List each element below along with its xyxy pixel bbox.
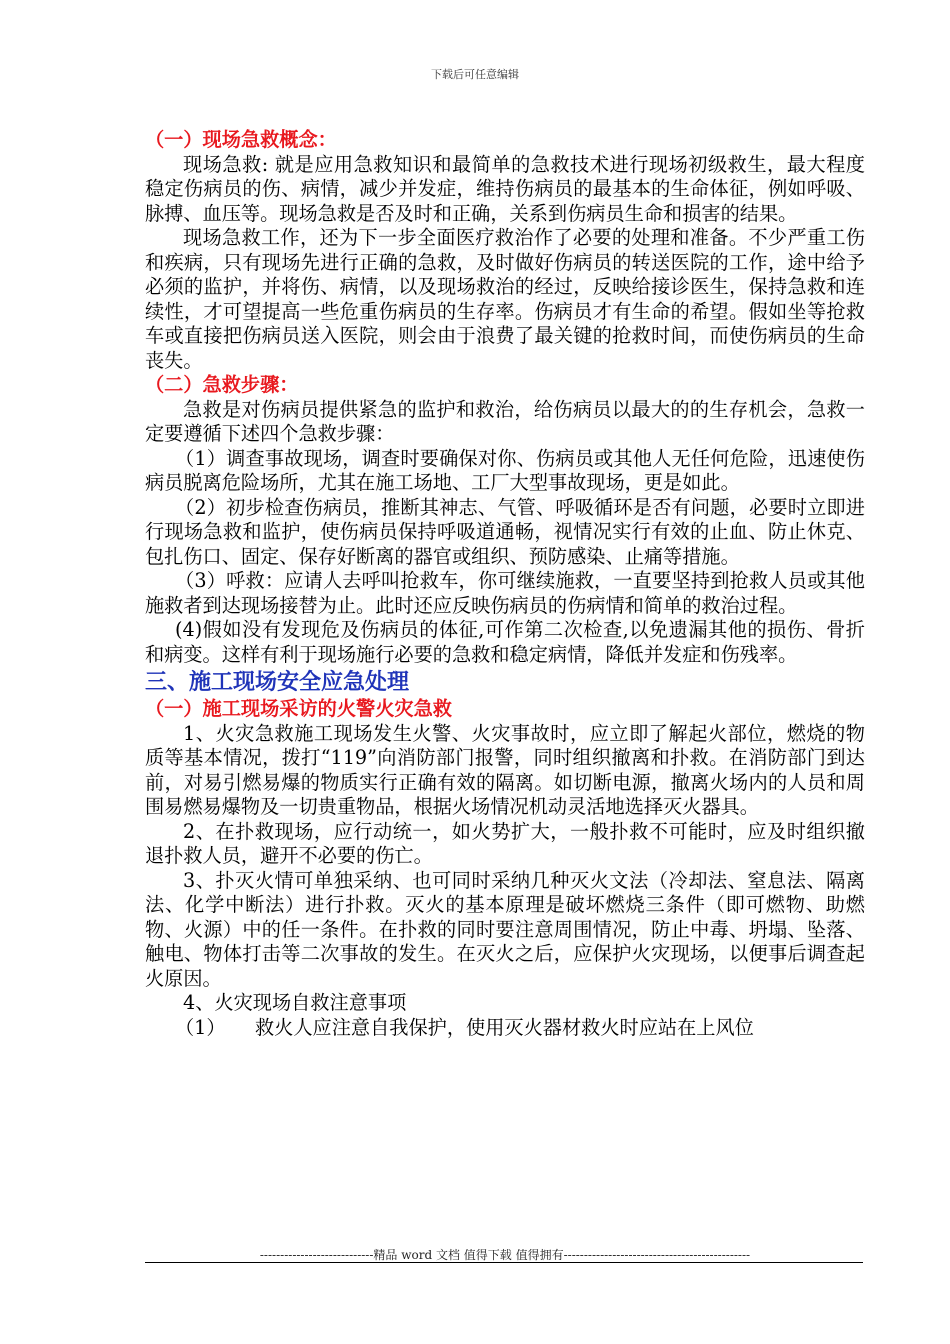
paragraph: 4、火灾现场自救注意事项: [183, 991, 407, 1014]
paragraph: 3、扑灭火情可单独采纳、也可同时采纳几种灭火文法（冷却法、窒息法、隔离法、化学中断法）进行扑救。灭火的基本原理是破坏燃烧三条件（即可燃物、助燃物、火源）中的任一条件。在扑救的同时要注意周围情况，防止中毒、坍塌、坠落、触电、物体打击等二次事故的发生。在灭火之后，应保护火灾现场，以便事后调查起火原因。: [145, 868, 865, 990]
footer-divider: [145, 1262, 863, 1263]
paragraph: 现场急救: 就是应用急救知识和最简单的急救技术进行现场初级救生，最大程度稳定伤病员的伤、病情，减少并发症，维持伤病员的最基本的生命体征，例如呼吸、脉搏、血压等。现场急救是否及时和正确，关系到伤病员生命和损害的结果。: [145, 152, 865, 225]
section-heading-concept: （一）现场急救概念：: [145, 128, 337, 151]
document-body: [145, 128, 865, 1040]
chapter-heading: 三、施工现场安全应急处理: [145, 669, 410, 695]
step-item: (4)假如没有发现危及伤病员的体征,可作第二次检查,以免遗漏其他的损伤、骨折和病变。这样有利于现场施行必要的急救和稳定病情，降低并发症和伤残率。: [145, 618, 865, 666]
step-item: （1）调查事故现场，调查时要确保对你、伤病员或其他人无任何危险，迅速使伤病员脱离危险场所，尤其在施工场地、工厂大型事故现场，更是如此。: [145, 446, 865, 494]
list-item-number: （1）: [175, 1015, 226, 1039]
paragraph: 现场急救工作，还为下一步全面医疗救治作了必要的处理和准备。不少严重工伤和疾病，只有现场先进行正确的急救，及时做好伤病员的转送医院的工作，途中给予必须的监护，并将伤、病情，以及现场救治的经过，反映给接诊医生，保持急救和连续性，才可望提高一些危重伤病员的生存率。伤病员才有生命的希望。假如坐等抢救车或直接把伤病员送入医院，则会由于浪费了最关键的抢救时间，而使伤病员的生命丧失。: [145, 226, 865, 372]
list-item: [145, 1016, 865, 1041]
step-item: （2）初步检查伤病员，推断其神志、气管、呼吸循环是否有问题，必要时立即进行现场急救和监护，使伤病员保持呼吸道通畅，视情况实行有效的止血、防止休克、包扎伤口、固定、保存好断离的器官或组织、预防感染、止痛等措施。: [145, 495, 865, 568]
paragraph: 2、在扑救现场，应行动统一，如火势扩大，一般扑救不可能时，应及时组织撤退扑救人员，避开不必要的伤亡。: [145, 819, 865, 867]
page-footer: ----------------------------精品 word 文档 值得下载 值得拥有----------------------------------------------: [259, 1248, 751, 1262]
section-heading-fire: （一）施工现场采访的火警火灾急救: [145, 697, 452, 720]
page-header: 下载后可任意编辑: [431, 68, 519, 81]
section-heading-steps: （二）急救步骤：: [145, 373, 299, 396]
paragraph: 急救是对伤病员提供紧急的监护和救治，给伤病员以最大的的生存机会，急救一定要遵循下述四个急救步骤：: [145, 397, 865, 445]
paragraph: 1、火灾急救施工现场发生火警、火灾事故时，应立即了解起火部位，燃烧的物质等基本情况，拨打“119”向消防部门报警，同时组织撤离和扑救。在消防部门到达前，对易引燃易爆的物质实行正确有效的隔离。如切断电源，撤离火场内的人员和周围易燃易爆物及一切贵重物品，根据火场情况机动灵活地选择灭火器具。: [145, 721, 865, 818]
list-item-text: 救火人应注意自我保护，使用灭火器材救火时应站在上风位: [255, 1015, 754, 1039]
step-item: （3）呼救：应请人去呼叫抢救车，你可继续施救，一直要坚持到抢救人员或其他施救者到达现场接替为止。此时还应反映伤病员的伤病情和简单的救治过程。: [145, 569, 865, 617]
